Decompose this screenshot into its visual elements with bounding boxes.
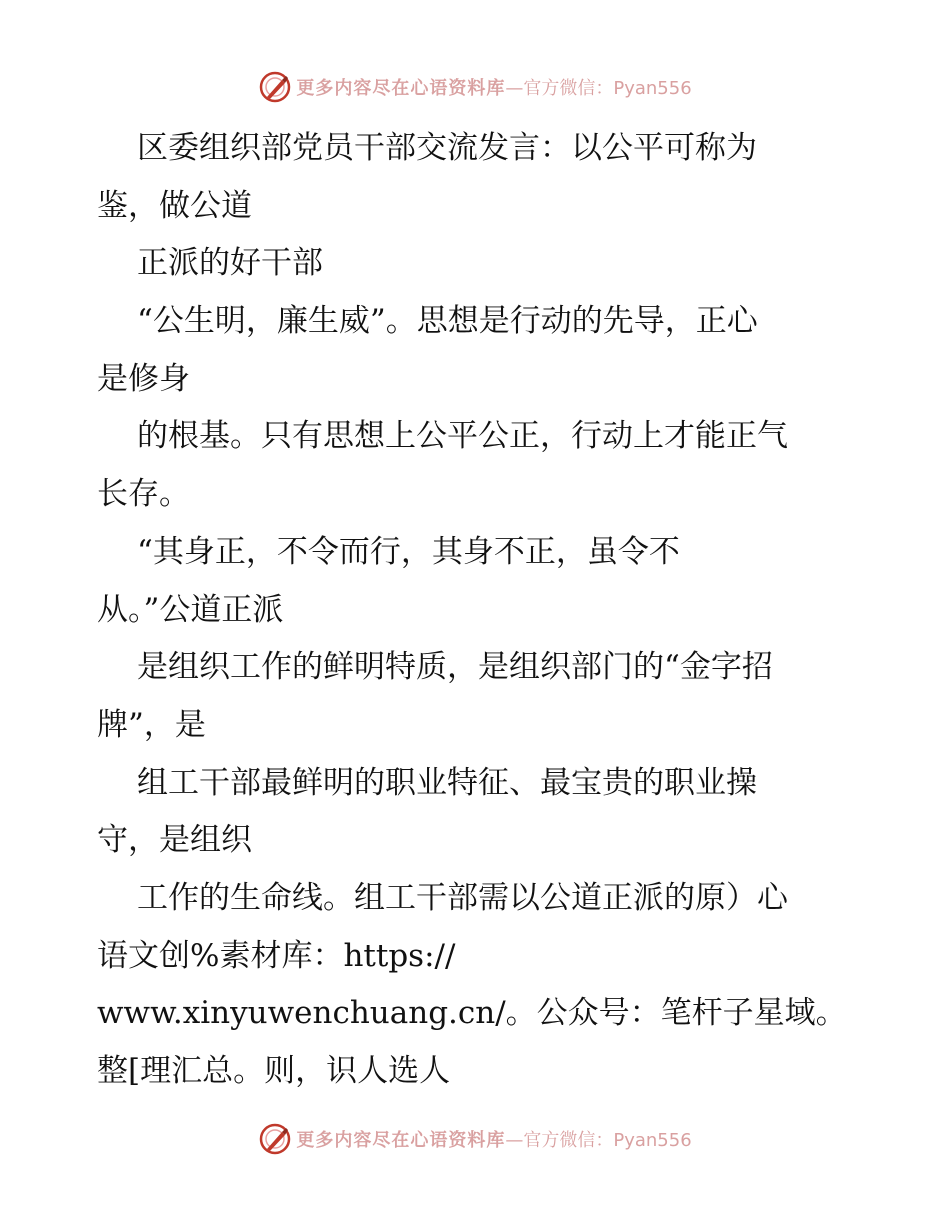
- document-body: [97, 120, 867, 1101]
- banner-text: 更多内容尽在心语资料库: [296, 1130, 506, 1151]
- body-line: 整[理汇总。则，识人选人: [97, 1053, 451, 1089]
- body-line: www.xinyuwenchuang.cn/。公众号：笔杆子星域。: [97, 995, 847, 1032]
- body-line: 鉴，做公道: [97, 187, 252, 224]
- banner-contact: —官方微信：Pyan556: [505, 78, 692, 99]
- body-line: 牌”，是: [97, 706, 206, 743]
- pen-logo-icon: [258, 70, 292, 104]
- body-line: 是组织工作的鲜明特质，是组织部门的“金字招: [137, 649, 773, 686]
- header-banner: [0, 70, 950, 104]
- pen-logo-icon: [258, 1122, 292, 1156]
- footer-banner: [0, 1122, 950, 1156]
- body-line: 长存。: [97, 476, 190, 513]
- body-line: 区委组织部党员干部交流发言：以公平可称为: [137, 130, 757, 166]
- body-line: 的根基。只有思想上公平公正，行动上才能正气: [137, 418, 788, 455]
- body-line: 语文创%素材库：https://: [97, 937, 456, 974]
- body-line: 是修身: [97, 360, 190, 397]
- body-line: 正派的好干部: [137, 245, 323, 282]
- body-line: “其身正，不令而行，其身不正，虽令不: [137, 533, 680, 570]
- banner-text: 更多内容尽在心语资料库: [296, 78, 506, 99]
- body-line: 守，是组织: [97, 822, 252, 859]
- body-line: 工作的生命线。组工干部需以公道正派的原）心: [137, 879, 788, 916]
- body-line: 从。”公道正派: [97, 591, 284, 628]
- banner-contact: —官方微信：Pyan556: [505, 1130, 692, 1151]
- body-line: 组工干部最鲜明的职业特征、最宝贵的职业操: [137, 764, 757, 801]
- body-line: “公生明，廉生威”。思想是行动的先导，正心: [137, 303, 758, 340]
